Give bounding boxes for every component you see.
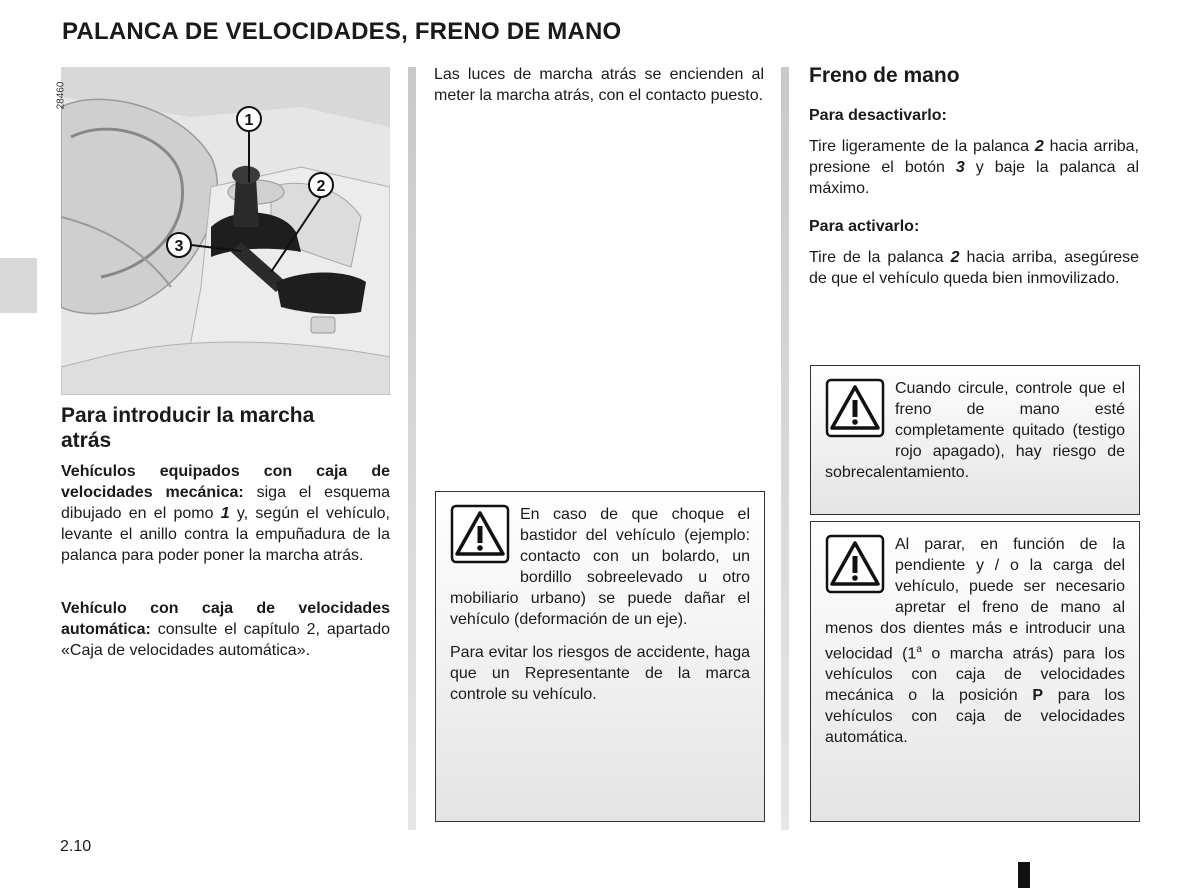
- figure-code: 28460: [55, 81, 67, 110]
- page-number: 2.10: [60, 838, 92, 855]
- callout-3-label: 3: [174, 238, 184, 255]
- deactivate-instructions: Tire ligeramente de la palanca 2 hacia arriba, presione el botón 3 y baje la palanca al máximo.: [809, 138, 1139, 197]
- chassis-warning-advice: Para evitar los riesgos de accidente, haga que un Representante de la marca controle su vehículo.: [450, 644, 750, 703]
- reverse-gear-heading: Para introducir la marcha atrás: [61, 404, 315, 452]
- page-edge-marker: [1018, 862, 1030, 888]
- handbrake-release-warning-box: [810, 365, 1140, 515]
- reversing-lights-paragraph: Las luces de marcha atrás se encienden al meter la marcha atrás, con el contacto puesto.: [434, 66, 764, 104]
- handbrake-heading: Freno de mano: [809, 64, 960, 87]
- callout-1-label: 1: [244, 112, 254, 129]
- warning-icon: [825, 534, 885, 594]
- manual-gearbox-paragraph: Vehículos equipados con caja de velocidades mecánica: siga el esquema dibujado en el pomo 1 y, según el vehículo, levante el anillo contra la empuñadura de la palanca para poder poner la marcha atrás.: [61, 463, 390, 564]
- chapter-tab: [0, 258, 37, 313]
- activate-instructions: Tire de la palanca 2 hacia arriba, asegúrese de que el vehículo queda bien inmovilizado.: [809, 249, 1140, 287]
- handbrake-release-warning-text: Cuando circule, controle que el freno de mano esté completamente quitado (testigo rojo apagado), hay riesgo de sobrecalentamiento.: [825, 380, 1125, 481]
- parking-warning-box: [810, 521, 1140, 822]
- chassis-warning-text: En caso de que choque el bastidor del vehículo (ejemplo: contacto con un bolardo, un bordillo sobreelevado u otro mobiliario urbano) se puede dañar el vehículo (deformación de un eje).: [450, 506, 750, 628]
- page-title: PALANCA DE VELOCIDADES, FRENO DE MANO: [62, 18, 622, 45]
- column-divider-right: [781, 67, 789, 830]
- chassis-warning-box: [435, 491, 765, 822]
- warning-icon: [825, 378, 885, 438]
- automatic-gearbox-paragraph: Vehículo con caja de velocidades automática: consulte el capítulo 2, apartado «Caja de velocidades automática».: [61, 600, 390, 659]
- gear-lever-illustration: [55, 67, 390, 395]
- activate-subheading: Para activarlo:: [809, 218, 920, 235]
- warning-icon: [450, 504, 510, 564]
- parking-warning-text: Al parar, en función de la pendiente y / o la carga del vehículo, puede ser necesario apretar el freno de mano al menos dos dientes más e introducir una velocidad (1$^a$ o marcha atrás) para los vehículos con caja de velocidades mecánica o la posición P para los vehículos con caja de velocidades automática.: [825, 536, 1125, 747]
- deactivate-subheading: Para desactivarlo:: [809, 107, 947, 124]
- column-divider-left: [408, 67, 416, 830]
- callout-2-label: 2: [316, 178, 326, 195]
